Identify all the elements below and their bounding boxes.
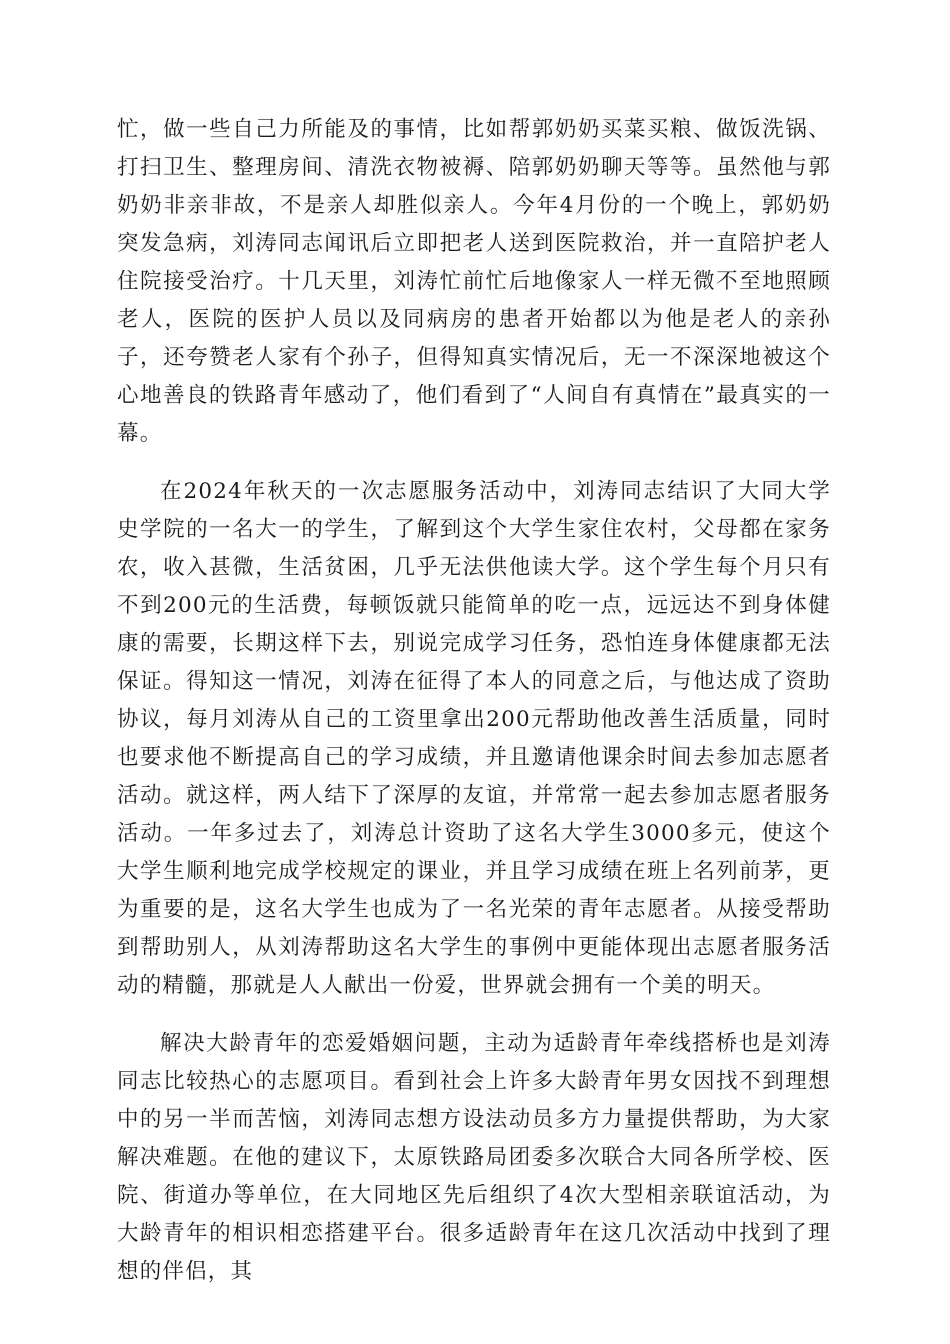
paragraph-gap <box>117 453 831 473</box>
paragraph-gap <box>117 1005 831 1025</box>
paragraph-continuation: 忙，做一些自己力所能及的事情，比如帮郭奶奶买菜买粮、做饭洗锅、打扫卫生、整理房间、清洗衣物被褥、陪郭奶奶聊天等等。虽然他与郭奶奶非亲非故，不是亲人却胜似亲人。今年4月份的一个晚上，郭奶奶突发急病，刘涛同志闻讯后立即把老人送到医院救治，并一直陪护老人住院接受治疗。十几天里，刘涛忙前忙后地像家人一样无微不至地照顾老人，医院的医护人员以及同病房的患者开始都以为他是老人的亲孙子，还夸赞老人家有个孙子，但得知真实情况后，无一不深深地被这个心地善良的铁路青年感动了，他们看到了“人间自有真情在”最真实的一幕。 <box>117 117 831 446</box>
paragraph-matchmaking: 解决大龄青年的恋爱婚姻问题，主动为适龄青年牵线搭桥也是刘涛同志比较热心的志愿项目。看到社会上许多大龄青年男女因找不到理想中的另一半而苦恼，刘涛同志想方设法动员多方力量提供帮助，为大家解决难题。在他的建议下，太原铁路局团委多次联合大同各所学校、医院、街道办等单位，在大同地区先后组织了4次大型相亲联谊活动，为大龄青年的相识相恋搭建平台。很多适龄青年在这几次活动中找到了理想的伴侣，其 <box>117 1031 831 1284</box>
document-body <box>117 111 831 1291</box>
paragraph-student-sponsorship: 在2024年秋天的一次志愿服务活动中，刘涛同志结识了大同大学史学院的一名大一的学生，了解到这个大学生家住农村，父母都在家务农，收入甚微，生活贫困，几乎无法供他读大学。这个学生每个月只有不到200元的生活费，每顿饭就只能简单的吃一点，远远达不到身体健康的需要，长期这样下去，别说完成学习任务，恐怕连身体健康都无法保证。得知这一情况，刘涛在征得了本人的同意之后，与他达成了资助协议，每月刘涛从自己的工资里拿出200元帮助他改善生活质量，同时也要求他不断提高自己的学习成绩，并且邀请他课余时间去参加志愿者活动。就这样，两人结下了深厚的友谊，并常常一起去参加志愿者服务活动。一年多过去了，刘涛总计资助了这名大学生3000多元，使这个大学生顺利地完成学校规定的课业，并且学习成绩在班上名列前茅，更为重要的是，这名大学生也成为了一名光荣的青年志愿者。从接受帮助到帮助别人，从刘涛帮助这名大学生的事例中更能体现出志愿者服务活动的精髓，那就是人人献出一份爱，世界就会拥有一个美的明天。 <box>117 479 831 998</box>
